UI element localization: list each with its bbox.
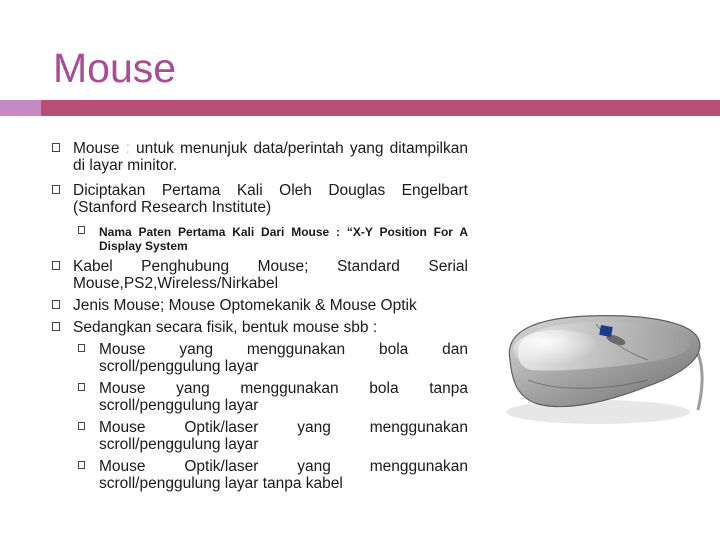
sub-bullet-item	[52, 419, 468, 453]
square-bullet-icon	[78, 344, 85, 352]
bullet-text: untuk menunjuk data/perintah yang ditampilkan di layar minitor.	[73, 140, 468, 174]
mouse-photo	[498, 300, 710, 430]
bullet-text: Nama Paten Pertama Kali Dari Mouse : “X-Y Position For A Display System	[99, 225, 468, 253]
bullet-text: Mouse yang menggunakan bola tanpa scroll/penggulung layar	[99, 380, 468, 414]
sub-bullet-item	[52, 221, 468, 253]
bullet-separator: :	[119, 140, 137, 157]
bullet-list	[52, 140, 468, 492]
bullet-item	[52, 297, 468, 314]
bullet-text: Diciptakan Pertama Kali Oleh Douglas Engelbart (Stanford Research Institute)	[73, 182, 468, 216]
sub-bullet-item	[52, 458, 468, 492]
sub-bullet-item	[52, 380, 468, 414]
bullet-text: Mouse Optik/laser yang menggunakan scroll/penggulung layar	[99, 419, 468, 453]
square-bullet-icon	[52, 185, 60, 194]
square-bullet-icon	[52, 261, 60, 270]
square-bullet-icon	[78, 461, 85, 469]
bullet-text: Mouse yang menggunakan bola dan scroll/penggulung layar	[99, 341, 468, 375]
bullet-text: Kabel Penghubung Mouse; Standard Serial Mouse,PS2,Wireless/Nirkabel	[73, 258, 468, 292]
bullet-text: Jenis Mouse; Mouse Optomekanik & Mouse Optik	[73, 297, 417, 314]
sub-bullet-item	[52, 341, 468, 375]
square-bullet-icon	[52, 300, 60, 309]
computer-mouse-icon	[498, 300, 710, 430]
square-bullet-icon	[52, 322, 60, 331]
bullet-text: Sedangkan secara fisik, bentuk mouse sbb :	[73, 319, 378, 336]
title-rule-left	[0, 100, 41, 116]
square-bullet-icon	[52, 143, 60, 152]
square-bullet-icon	[78, 383, 85, 391]
bullet-item	[52, 258, 468, 292]
bullet-item	[52, 182, 468, 216]
title-rule-right	[41, 100, 720, 116]
bullet-text: Mouse Optik/laser yang menggunakan scroll/penggulung layar tanpa kabel	[99, 458, 468, 492]
bullet-item	[52, 140, 468, 174]
slide-title: Mouse	[53, 45, 177, 91]
square-bullet-icon	[78, 226, 85, 234]
square-bullet-icon	[78, 422, 85, 430]
bullet-lead: Mouse	[73, 140, 120, 157]
bullet-item	[52, 319, 468, 336]
